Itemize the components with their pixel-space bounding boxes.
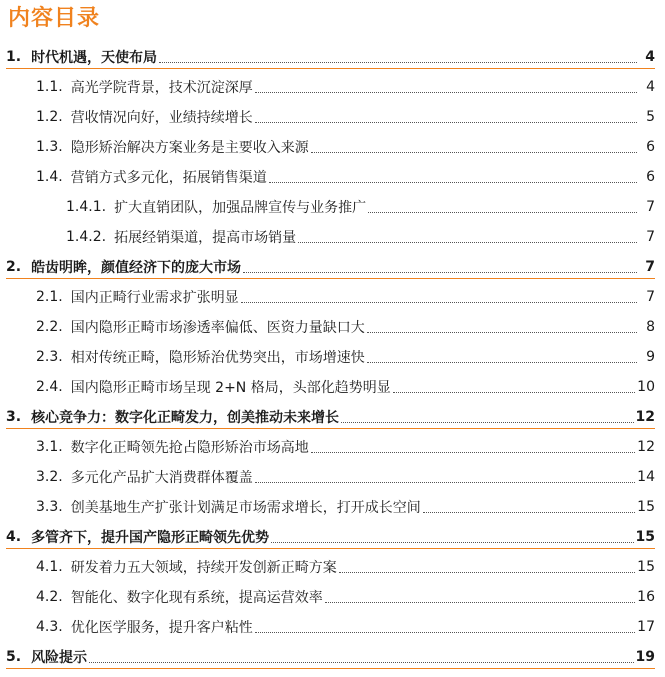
toc-entry-text: 营收情况向好，业绩持续增长 bbox=[70, 110, 253, 126]
toc-entry-number: 1.3. bbox=[36, 139, 63, 155]
toc-entry-level-2[interactable] bbox=[0, 462, 665, 492]
toc-entry-number: 4.3. bbox=[36, 619, 63, 635]
toc-entry-page: 19 bbox=[635, 649, 655, 665]
toc-entry-page: 17 bbox=[637, 619, 655, 635]
toc-entry-page: 15 bbox=[635, 529, 655, 545]
toc-entry-level-2[interactable] bbox=[0, 492, 665, 522]
dot-leader bbox=[311, 152, 637, 153]
toc-entry-page: 14 bbox=[637, 469, 655, 485]
dot-leader bbox=[241, 302, 637, 303]
toc-entry-number: 3.3. bbox=[36, 499, 63, 515]
toc-entry-level-2[interactable] bbox=[0, 162, 665, 192]
toc-entry-page: 4 bbox=[646, 79, 655, 95]
dot-leader bbox=[255, 632, 635, 633]
toc-entry-text: 国内正畸行业需求扩张明显 bbox=[70, 290, 239, 306]
toc-entry-number: 4.2. bbox=[36, 589, 63, 605]
dot-leader bbox=[298, 242, 637, 243]
dot-leader bbox=[255, 122, 637, 123]
toc-entry-number: 2.4. bbox=[36, 379, 63, 395]
dot-leader bbox=[89, 662, 633, 663]
dot-leader bbox=[311, 452, 635, 453]
toc-entry-page: 7 bbox=[646, 199, 655, 215]
toc-entry-text: 智能化、数字化现有系统，提高运营效率 bbox=[70, 590, 323, 606]
toc-entry-level-1[interactable] bbox=[0, 42, 665, 72]
toc-entry-page: 5 bbox=[646, 109, 655, 125]
dot-leader bbox=[243, 272, 637, 273]
toc-entry-level-2[interactable] bbox=[0, 612, 665, 642]
toc-entry-page: 6 bbox=[646, 169, 655, 185]
toc-entry-number: 1.1. bbox=[36, 79, 63, 95]
toc-entry-text: 研发着力五大领域，持续开发创新正畸方案 bbox=[70, 560, 337, 576]
toc-entry-number: 1.4.2. bbox=[66, 229, 107, 245]
dot-leader bbox=[159, 62, 637, 63]
toc-entry-text: 核心竞争力：数字化正畸发力，创美推动未来增长 bbox=[31, 410, 340, 426]
toc-entry-level-2[interactable] bbox=[0, 72, 665, 102]
toc-entry-page: 7 bbox=[646, 229, 655, 245]
toc-entry-text: 国内隐形正畸市场渗透率偏低、医资力量缺口大 bbox=[70, 320, 365, 336]
toc-entry-number: 3.1. bbox=[36, 439, 63, 455]
toc-entry-page: 16 bbox=[637, 589, 655, 605]
toc-entry-number: 2. bbox=[6, 259, 22, 275]
toc-entry-text: 国内隐形正畸市场呈现 2+N 格局，头部化趋势明显 bbox=[70, 380, 391, 396]
toc-entry-level-1[interactable] bbox=[0, 522, 665, 552]
toc-entry-level-2[interactable] bbox=[0, 132, 665, 162]
dot-leader bbox=[368, 212, 637, 213]
toc-entry-level-2[interactable] bbox=[0, 342, 665, 372]
toc-entry-text: 多元化产品扩大消费群体覆盖 bbox=[70, 470, 253, 486]
toc-entry-number: 1.2. bbox=[36, 109, 63, 125]
toc-entry-level-2[interactable] bbox=[0, 582, 665, 612]
toc-entry-text: 创美基地生产扩张计划满足市场需求增长，打开成长空间 bbox=[70, 500, 421, 516]
toc-entry-level-1[interactable] bbox=[0, 252, 665, 282]
toc-entry-text: 拓展经销渠道，提高市场销量 bbox=[114, 230, 297, 246]
toc-entry-text: 相对传统正畸，隐形矫治优势突出，市场增速快 bbox=[70, 350, 365, 366]
toc-entry-number: 4.1. bbox=[36, 559, 63, 575]
toc-entry-page: 7 bbox=[645, 259, 655, 275]
toc-entry-page: 4 bbox=[645, 49, 655, 65]
toc-entry-text: 高光学院背景，技术沉淀深厚 bbox=[70, 80, 253, 96]
dot-leader bbox=[341, 422, 633, 423]
toc-entry-level-1[interactable] bbox=[0, 642, 665, 672]
toc-entry-text: 营销方式多元化，拓展销售渠道 bbox=[70, 170, 267, 186]
toc-entry-number: 5. bbox=[6, 649, 22, 665]
toc-entry-level-1[interactable] bbox=[0, 402, 665, 432]
toc-entry-page: 9 bbox=[646, 349, 655, 365]
dot-leader bbox=[367, 362, 637, 363]
toc-entry-page: 6 bbox=[646, 139, 655, 155]
toc-entry-page: 12 bbox=[637, 439, 655, 455]
toc-entry-text: 风险提示 bbox=[31, 650, 88, 666]
toc-entry-level-2[interactable] bbox=[0, 102, 665, 132]
dot-leader bbox=[325, 602, 635, 603]
toc-entry-page: 10 bbox=[637, 379, 655, 395]
toc-entry-number: 1. bbox=[6, 49, 22, 65]
toc-entry-level-2[interactable] bbox=[0, 432, 665, 462]
toc-entry-text: 隐形矫治解决方案业务是主要收入来源 bbox=[70, 140, 309, 156]
toc-entry-text: 优化医学服务，提升客户粘性 bbox=[70, 620, 253, 636]
toc-entry-text: 皓齿明眸，颜值经济下的庞大市场 bbox=[31, 260, 242, 276]
toc-entry-number: 1.4. bbox=[36, 169, 63, 185]
dot-leader bbox=[271, 542, 633, 543]
toc-entry-text: 数字化正畸领先抢占隐形矫治市场高地 bbox=[70, 440, 309, 456]
dot-leader bbox=[423, 512, 635, 513]
toc-entry-number: 4. bbox=[6, 529, 22, 545]
toc-entry-number: 3.2. bbox=[36, 469, 63, 485]
toc-entry-text: 扩大直销团队，加强品牌宣传与业务推广 bbox=[114, 200, 367, 216]
toc-entry-number: 1.4.1. bbox=[66, 199, 107, 215]
dot-leader bbox=[269, 182, 637, 183]
toc-entry-level-2[interactable] bbox=[0, 312, 665, 342]
toc-entry-level-2[interactable] bbox=[0, 552, 665, 582]
toc-list bbox=[0, 42, 665, 672]
toc-entry-text: 多管齐下，提升国产隐形正畸领先优势 bbox=[31, 530, 270, 546]
toc-entry-level-2[interactable] bbox=[0, 282, 665, 312]
toc-entry-page: 7 bbox=[646, 289, 655, 305]
toc-entry-page: 8 bbox=[646, 319, 655, 335]
toc-entry-page: 15 bbox=[637, 499, 655, 515]
toc-entry-level-2[interactable] bbox=[0, 372, 665, 402]
dot-leader bbox=[367, 332, 637, 333]
dot-leader bbox=[255, 482, 635, 483]
toc-entry-level-3[interactable] bbox=[0, 222, 665, 252]
toc-entry-number: 3. bbox=[6, 409, 22, 425]
toc-entry-level-3[interactable] bbox=[0, 192, 665, 222]
toc-entry-page: 12 bbox=[635, 409, 655, 425]
dot-leader bbox=[393, 392, 635, 393]
dot-leader bbox=[255, 92, 637, 93]
dot-leader bbox=[339, 572, 635, 573]
toc-entry-number: 2.1. bbox=[36, 289, 63, 305]
toc-title: 内容目录 bbox=[8, 6, 101, 31]
toc-entry-number: 2.3. bbox=[36, 349, 63, 365]
toc-entry-text: 时代机遇，天使布局 bbox=[31, 50, 158, 66]
toc-entry-number: 2.2. bbox=[36, 319, 63, 335]
toc-entry-page: 15 bbox=[637, 559, 655, 575]
